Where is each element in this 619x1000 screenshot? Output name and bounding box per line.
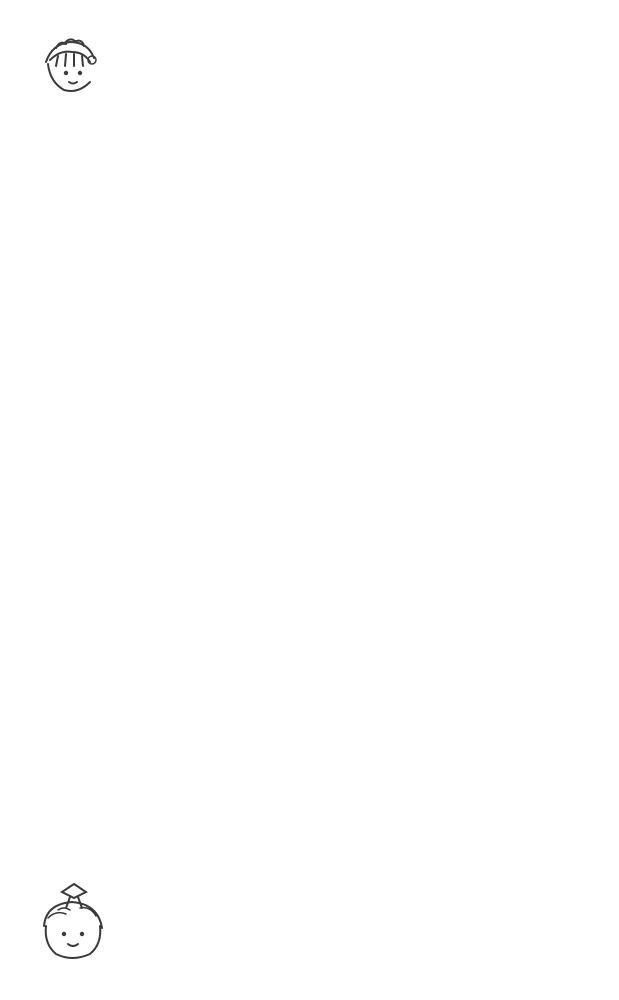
girl-face-bottom-icon [44,884,102,958]
girl-face-top-icon [46,39,96,91]
